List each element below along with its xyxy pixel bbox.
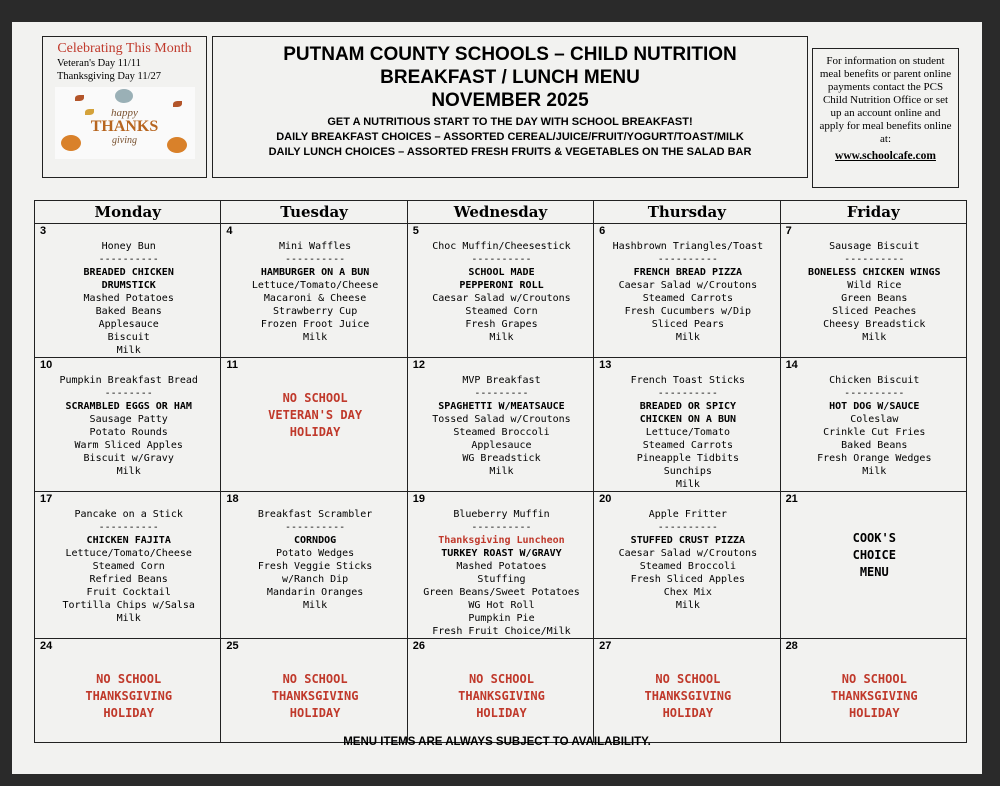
image-text-giving: giving	[112, 135, 137, 146]
day-cell	[780, 639, 966, 743]
lunch-entree: CHICKEN ON A BUN	[639, 414, 737, 425]
breakfast-item: Hashbrown Triangles/Toast	[612, 241, 764, 252]
side-item: Biscuit	[107, 332, 150, 343]
no-school-line: HOLIDAY	[476, 706, 527, 720]
side-item: Steamed Corn	[92, 561, 165, 572]
day-cell	[594, 639, 780, 743]
side-item: WG Breadstick	[462, 453, 541, 464]
side-item: Pumpkin Pie	[468, 613, 535, 624]
side-item: Green Beans	[841, 293, 908, 304]
day-cell	[407, 492, 593, 639]
day-header-friday: Friday	[780, 201, 966, 224]
day-number: 26	[412, 640, 426, 652]
breakfast-item: MVP Breakfast	[462, 375, 541, 386]
side-item: Wild Rice	[847, 280, 902, 291]
no-school-notice	[226, 390, 403, 441]
side-item: Warm Sliced Apples	[74, 440, 183, 451]
side-item: WG Hot Roll	[468, 600, 535, 611]
side-item: Potato Wedges	[275, 548, 355, 559]
side-item: Fresh Veggie Sticks	[257, 561, 373, 572]
happy-thanksgiving-image	[55, 87, 195, 159]
day-number: 14	[785, 359, 798, 371]
separator: ----------	[284, 522, 346, 533]
side-item: Fresh Grapes	[465, 319, 538, 330]
day-cell	[780, 358, 966, 492]
lunch-entree: SPAGHETTI W/MEATSAUCE	[438, 401, 565, 412]
side-item: Sunchips	[663, 466, 712, 477]
day-number: 25	[226, 640, 239, 652]
celebrating-line-2: Thanksgiving Day 11/27	[57, 71, 162, 82]
breakfast-item: Mini Waffles	[278, 241, 352, 252]
side-item: Baked Beans	[841, 440, 908, 451]
day-number: 28	[785, 640, 798, 652]
leaf-icon	[75, 95, 84, 101]
cooks-choice-notice	[786, 530, 963, 581]
breakfast-item: Blueberry Muffin	[453, 509, 550, 520]
side-item: Caesar Salad w/Croutons	[432, 293, 571, 304]
lunch-entree: FRENCH BREAD PIZZA	[633, 267, 743, 278]
day-header-monday: Monday	[35, 201, 221, 224]
day-cell	[221, 492, 407, 639]
leaf-icon	[173, 101, 182, 107]
side-item: Caesar Salad w/Croutons	[618, 548, 758, 559]
day-number: 18	[226, 493, 239, 505]
side-item: Potato Rounds	[89, 427, 168, 438]
no-school-line: HOLIDAY	[289, 706, 341, 720]
no-school-line: NO SCHOOL	[282, 391, 348, 405]
day-number: 5	[412, 225, 419, 237]
side-item: Tossed Salad w/Croutons	[432, 414, 571, 425]
side-item: Milk	[116, 466, 141, 477]
lunch-entree: SCRAMBLED EGGS OR HAM	[65, 401, 192, 412]
separator: --------	[104, 388, 153, 399]
side-item: Milk	[303, 600, 328, 611]
side-item: Macaroni & Cheese	[263, 293, 367, 304]
lunch-entree: TURKEY ROAST W/GRAVY	[441, 548, 562, 559]
side-item: Fresh Fruit Choice/Milk	[432, 626, 571, 637]
side-item: Fruit Cocktail	[86, 587, 171, 598]
no-school-notice	[226, 671, 403, 722]
pumpkin-icon	[61, 135, 81, 151]
lunch-entree: CORNDOG	[294, 535, 337, 546]
no-school-line: THANKSGIVING	[644, 689, 732, 703]
cooks-choice-line: CHOICE	[852, 548, 896, 562]
day-header-thursday: Thursday	[594, 201, 780, 224]
side-item: Refried Beans	[89, 574, 168, 585]
breakfast-item: French Toast Sticks	[630, 375, 746, 386]
side-item: Milk	[675, 332, 700, 343]
breakfast-item: Pumpkin Breakfast Bread	[59, 375, 198, 386]
side-item: Steamed Carrots	[642, 440, 734, 451]
separator: ----------	[844, 254, 905, 265]
day-number: 11	[226, 359, 239, 371]
header-title-2: BREAKFAST / LUNCH MENU	[380, 67, 640, 88]
side-item: Milk	[303, 332, 328, 343]
side-item: Caesar Salad w/Croutons	[618, 280, 758, 291]
cooks-choice-line: COOK'S	[852, 531, 896, 545]
side-item: Baked Beans	[95, 306, 162, 317]
separator: ----------	[657, 522, 718, 533]
separator: ----------	[98, 522, 159, 533]
day-cell	[221, 224, 407, 358]
side-item: Applesauce	[471, 440, 532, 451]
side-item: Fresh Cucumbers w/Dip	[624, 306, 752, 317]
day-number: 24	[40, 640, 53, 652]
day-header-wednesday: Wednesday	[407, 201, 593, 224]
side-item: Biscuit w/Gravy	[83, 453, 174, 464]
day-cell	[35, 639, 221, 743]
side-item: Milk	[489, 466, 514, 477]
side-item: Sausage Patty	[89, 414, 168, 425]
footer-note: MENU ITEMS ARE ALWAYS SUBJECT TO AVAILABILITY.	[343, 736, 651, 748]
special-event: Thanksgiving Luncheon	[438, 535, 565, 546]
no-school-line: THANKSGIVING	[271, 689, 359, 703]
day-cell	[35, 358, 221, 492]
no-school-notice	[40, 671, 217, 722]
no-school-notice	[413, 671, 590, 722]
day-number: 17	[40, 493, 53, 505]
cooks-choice-line: MENU	[859, 565, 889, 579]
breakfast-item: Breakfast Scrambler	[257, 509, 373, 520]
side-item: Mashed Potatoes	[83, 293, 174, 304]
day-cell	[221, 358, 407, 492]
header-sub-1: GET A NUTRITIOUS START TO THE DAY WITH SCHOOL BREAKFAST!	[327, 116, 693, 128]
header-sub-2: DAILY BREAKFAST CHOICES – ASSORTED CEREAL/JUICE/FRUIT/YOGURT/TOAST/MILK	[276, 131, 744, 143]
side-item: Fresh Sliced Apples	[630, 574, 746, 585]
breakfast-item: Chicken Biscuit	[829, 375, 920, 386]
side-item: Crinkle Cut Fries	[823, 427, 926, 438]
side-item: Milk	[116, 345, 141, 356]
day-cell	[35, 492, 221, 639]
no-school-notice	[599, 671, 776, 722]
side-item: Stuffing	[477, 574, 526, 585]
side-item: Cheesy Breadstick	[823, 319, 926, 330]
no-school-line: THANKSGIVING	[458, 689, 545, 703]
celebrating-box	[42, 36, 207, 178]
day-cell	[407, 639, 593, 743]
day-number: 20	[599, 493, 612, 505]
no-school-line: NO SCHOOL	[96, 672, 162, 686]
separator: ----------	[98, 254, 159, 265]
day-cell	[221, 639, 407, 743]
day-number: 7	[785, 225, 792, 237]
day-number: 27	[599, 640, 612, 652]
day-number: 4	[226, 225, 233, 237]
day-number: 10	[40, 359, 53, 371]
day-number: 21	[785, 493, 798, 505]
side-item: Fresh Orange Wedges	[817, 453, 932, 464]
breakfast-item: Honey Bun	[101, 241, 156, 252]
side-item: Tortilla Chips w/Salsa	[62, 600, 195, 611]
no-school-line: NO SCHOOL	[282, 672, 348, 686]
header-sub-3: DAILY LUNCH CHOICES – ASSORTED FRESH FRUITS & VEGETABLES ON THE SALAD BAR	[268, 146, 752, 158]
no-school-line: NO SCHOOL	[468, 672, 534, 686]
leaf-icon	[85, 109, 94, 115]
side-item: Milk	[116, 613, 141, 624]
day-header-tuesday: Tuesday	[221, 201, 407, 224]
day-cell	[780, 224, 966, 358]
separator: ---------	[474, 388, 529, 399]
header-title-1: PUTNAM COUNTY SCHOOLS – CHILD NUTRITION	[283, 44, 737, 65]
pumpkin-icon	[115, 89, 133, 103]
side-item: Steamed Carrots	[642, 293, 734, 304]
breakfast-item: Sausage Biscuit	[829, 241, 920, 252]
pumpkin-icon	[167, 137, 187, 153]
separator: ----------	[471, 254, 532, 265]
side-item: w/Ranch Dip	[281, 574, 349, 585]
celebrating-title: Celebrating This Month	[57, 41, 192, 56]
lunch-entree: CHICKEN FAJITA	[86, 535, 171, 546]
side-item: Lettuce/Tomato/Cheese	[65, 548, 192, 559]
side-item: Mandarin Oranges	[266, 587, 364, 598]
day-number: 19	[412, 493, 426, 505]
celebrating-line-1: Veteran's Day 11/11	[57, 58, 141, 69]
no-school-line: NO SCHOOL	[841, 672, 907, 686]
separator: ----------	[844, 388, 905, 399]
day-cell	[407, 358, 593, 492]
day-cell	[407, 224, 593, 358]
schoolcafe-link[interactable]: www.schoolcafe.com	[835, 150, 936, 162]
breakfast-item: Choc Muffin/Cheesestick	[432, 241, 571, 252]
day-cell	[780, 492, 966, 639]
side-item: Green Beans/Sweet Potatoes	[423, 587, 580, 598]
side-item: Pineapple Tidbits	[636, 453, 740, 464]
menu-header	[212, 36, 808, 178]
day-number: 13	[599, 359, 612, 371]
side-item: Sliced Pears	[651, 319, 724, 330]
lunch-entree: PEPPERONI ROLL	[459, 280, 544, 291]
lunch-entree: HOT DOG W/SAUCE	[829, 401, 920, 412]
side-item: Mashed Potatoes	[456, 561, 547, 572]
no-school-line: HOLIDAY	[848, 706, 900, 720]
no-school-line: NO SCHOOL	[655, 672, 721, 686]
day-cell	[594, 492, 780, 639]
no-school-line: HOLIDAY	[103, 706, 154, 720]
lunch-entree: DRUMSTICK	[101, 280, 156, 291]
breakfast-item: Pancake on a Stick	[74, 509, 183, 520]
info-box	[812, 48, 959, 188]
side-item: Steamed Corn	[465, 306, 538, 317]
side-item: Milk	[489, 332, 514, 343]
separator: ----------	[284, 254, 346, 265]
side-item: Milk	[675, 600, 700, 611]
day-number: 3	[40, 225, 47, 237]
image-text-happy: happy	[111, 107, 138, 119]
side-item: Chex Mix	[663, 587, 712, 598]
side-item: Strawberry Cup	[272, 306, 358, 317]
day-cell	[594, 224, 780, 358]
no-school-line: THANKSGIVING	[85, 689, 173, 703]
lunch-entree: BREADED OR SPICY	[639, 401, 737, 412]
image-text-thanks: THANKS	[90, 118, 159, 135]
separator: ----------	[657, 254, 718, 265]
side-item: Applesauce	[98, 319, 159, 330]
breakfast-item: Apple Fritter	[648, 509, 727, 520]
no-school-line: THANKSGIVING	[830, 689, 918, 703]
side-item: Sliced Peaches	[832, 306, 917, 317]
side-item: Milk	[675, 479, 700, 490]
lunch-entree: BREADED CHICKEN	[83, 267, 174, 278]
day-cell	[35, 224, 221, 358]
side-item: Lettuce/Tomato	[645, 427, 731, 438]
side-item: Steamed Broccoli	[453, 427, 550, 438]
no-school-line: HOLIDAY	[662, 706, 714, 720]
no-school-notice	[786, 671, 963, 722]
side-item: Coleslaw	[850, 414, 899, 425]
day-number: 12	[412, 359, 426, 371]
side-item: Milk	[862, 332, 887, 343]
separator: ----------	[471, 522, 532, 533]
no-school-line: VETERAN'S DAY	[268, 408, 363, 422]
no-school-line: HOLIDAY	[289, 425, 341, 439]
lunch-entree: SCHOOL MADE	[468, 267, 535, 278]
side-item: Steamed Broccoli	[639, 561, 737, 572]
menu-calendar	[34, 200, 967, 743]
side-item: Frozen Froot Juice	[260, 319, 370, 330]
lunch-entree: HAMBURGER ON A BUN	[260, 267, 370, 278]
lunch-entree: BONELESS CHICKEN WINGS	[808, 267, 941, 278]
menu-sheet	[12, 22, 982, 774]
day-cell	[594, 358, 780, 492]
separator: ----------	[657, 388, 718, 399]
side-item: Milk	[862, 466, 887, 477]
info-text: For information on student meal benefits or parent online payments contact the PCS Child Nutrition Office or set up an account online and apply for meal benefits online at:	[819, 55, 952, 145]
header-title-3: NOVEMBER 2025	[431, 90, 589, 111]
day-number: 6	[599, 225, 606, 237]
side-item: Lettuce/Tomato/Cheese	[251, 280, 379, 291]
lunch-entree: STUFFED CRUST PIZZA	[630, 535, 746, 546]
